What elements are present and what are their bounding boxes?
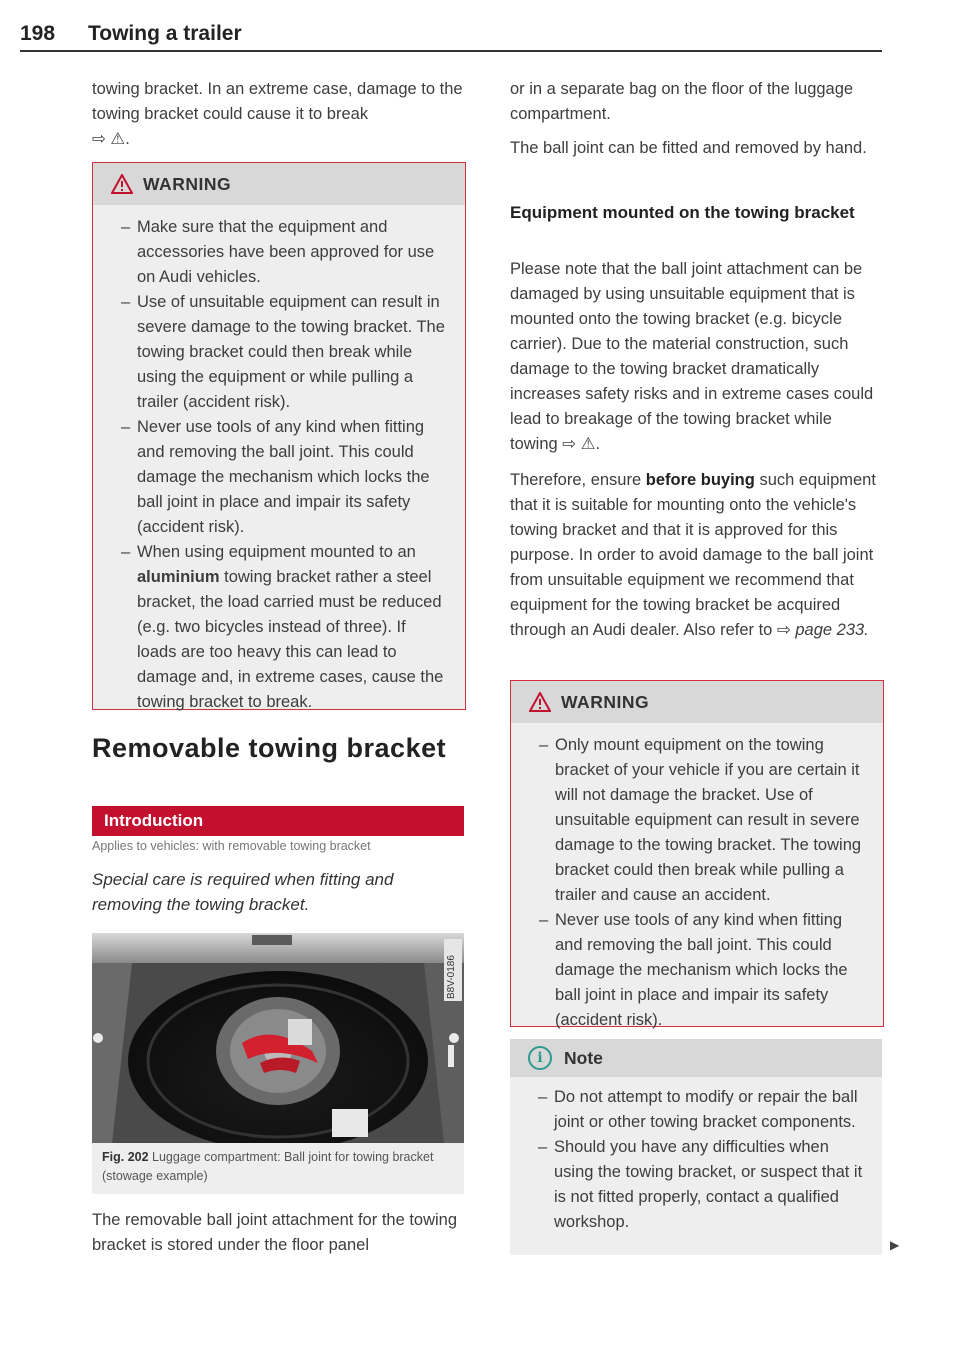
subhead-wrap — [510, 202, 882, 224]
warning-box-2 — [510, 680, 884, 1027]
warning-item-bold: aluminium — [137, 568, 220, 586]
warning-item: – Use of unsuitable equipment can result in severe damage to the towing bracket. The towing bracket could then break while using the equipment or while pulling a trailer (accident risk). — [121, 290, 447, 415]
italic-lead: Special care is required when fitting and removing the towing bracket. — [92, 870, 394, 914]
right-para-1-text: or in a separate bag on the floor of the luggage compartment. — [510, 80, 854, 123]
figure-image — [92, 933, 464, 1143]
warning-label-2: WARNING — [561, 691, 650, 712]
warning-box-1 — [92, 162, 466, 710]
warning-triangle-icon — [111, 174, 133, 194]
info-icon: i — [528, 1046, 552, 1070]
warning-item-text: When using equipment mounted to an — [137, 543, 416, 561]
note-header — [510, 1039, 882, 1077]
chapter-title: Towing a trailer — [88, 22, 242, 45]
figure-label: Fig. 202 — [102, 1150, 149, 1164]
warning-header-2 — [511, 681, 883, 723]
italic-lead-wrap — [92, 867, 464, 917]
right-para-4-bold: before buying — [645, 471, 755, 489]
right-para-4-text: such equipment that it is suitable for mounting onto the vehicle's towing bracket and that it is approved for this purpose. In order to avoid damage to the ball joint from unsuitable equipment we recommend that equipment for the towing bracket be acquired through an Audi dealer. Also refer to — [510, 471, 876, 639]
left-intro-text: towing bracket. In an extreme case, damage to the towing bracket could cause it to break — [92, 80, 463, 123]
warning-item: – Never use tools of any kind when fitting and removing the ball joint. This could damage the mechanism which locks the ball joint in place and impair its safety (accident risk). — [121, 415, 447, 540]
applies-note: Applies to vehicles: with removable towing bracket — [92, 839, 371, 853]
left-bottom-paragraph — [92, 1208, 464, 1258]
right-para-3 — [510, 257, 882, 457]
warning-header-1 — [93, 163, 465, 205]
right-para-2 — [510, 136, 882, 161]
right-para-1 — [510, 77, 882, 127]
warning-label-1: WARNING — [143, 173, 232, 194]
header-rule — [20, 50, 882, 52]
right-para-2-text: The ball joint can be fitted and removed by hand. — [510, 139, 867, 157]
warning-item — [121, 540, 447, 715]
warning-triangle-icon — [529, 692, 551, 712]
warning-item: – Never use tools of any kind when fitting and removing the ball joint. This could damage the mechanism which locks the ball joint in place and impair its safety (accident risk). — [539, 908, 865, 1033]
page-reference-link[interactable]: ⇨ page 233. — [776, 621, 869, 639]
note-label: Note — [564, 1047, 603, 1068]
figure-caption-text: Luggage compartment: Ball joint for towing bracket (stowage example) — [102, 1150, 434, 1183]
left-bottom-text: The removable ball joint attachment for the towing bracket is stored under the floor panel — [92, 1211, 458, 1254]
warning-item-text: towing bracket rather a steel bracket, the load carried must be reduced (e.g. two bicycles instead of three). If loads are too heavy this can lead to damage and, in extreme cases, cause the towing bracket to break. — [137, 568, 444, 711]
introduction-bar: Introduction — [92, 806, 464, 836]
subhead-equipment: Equipment mounted on the towing bracket — [510, 203, 855, 222]
left-intro-paragraph — [92, 77, 464, 152]
right-para-4 — [510, 468, 882, 643]
figure-caption — [92, 1143, 464, 1194]
warning-list-1 — [93, 205, 465, 727]
right-para-4-text: Therefore, ensure — [510, 471, 642, 489]
page-number: 198 — [20, 22, 56, 45]
note-box — [510, 1039, 882, 1255]
right-para-3-text: Please note that the ball joint attachment can be damaged by using unsuitable equipment that is mounted onto the towing bracket (e.g. bicycle carrier). Due to the material construction, such damage to the towing bracket dramatically increases safety risks and in extreme cases could lead to breakage of the towing bracket while towing ⇨ ⚠. — [510, 260, 874, 453]
figure-code-strip — [444, 939, 462, 1001]
warning-item: – Make sure that the equipment and accessories have been approved for use on Audi vehicles. — [121, 215, 447, 290]
figure-code: B8V-0186 — [446, 955, 457, 999]
note-item: – Should you have any difficulties when using the towing bracket, or suspect that it is not fitted properly, contact a qualified workshop. — [538, 1135, 864, 1235]
section-title-wrap — [92, 733, 464, 763]
continue-arrow-icon: ▶ — [890, 1238, 900, 1252]
note-item: – Do not attempt to modify or repair the ball joint or other towing bracket components. — [538, 1085, 864, 1135]
trunk-illustration — [92, 933, 464, 1143]
warning-item: – Only mount equipment on the towing bracket of your vehicle if you are certain it will not damage the bracket. Use of unsuitable equipment can result in severe damage to the towing bracket. The towing bracket could then break while pulling a trailer and cause an accident. — [539, 733, 865, 908]
warning-list-2 — [511, 723, 883, 1045]
warning-reference[interactable]: ⇨ ⚠. — [92, 130, 130, 148]
note-list — [510, 1077, 882, 1247]
section-title: Removable towing bracket — [92, 733, 447, 763]
